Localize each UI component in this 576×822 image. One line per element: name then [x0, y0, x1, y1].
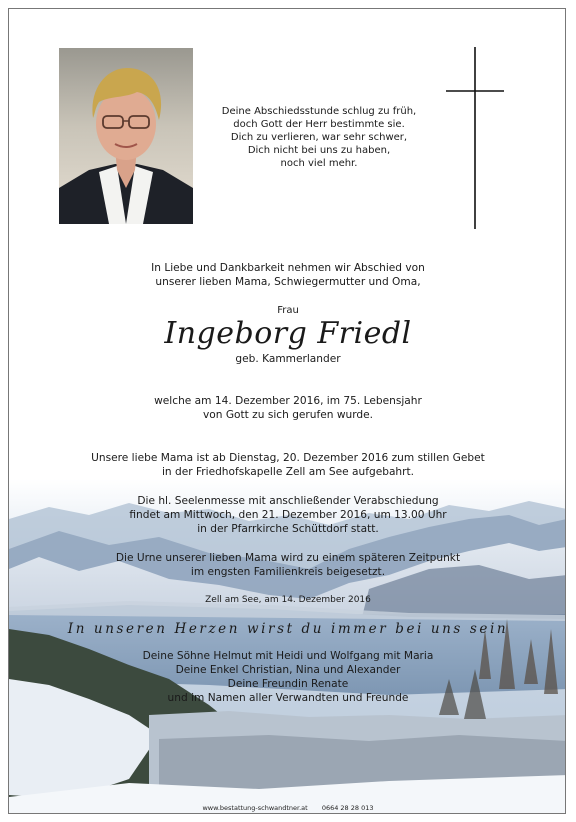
footer-website: www.bestattung-schwandtner.at — [202, 804, 308, 812]
cross-icon — [445, 47, 505, 229]
portrait-photo — [59, 48, 193, 224]
footer-phone: 0664 28 28 013 — [321, 804, 374, 812]
mourner-line: Deine Enkel Christian, Nina und Alexander — [175, 664, 401, 676]
portrait-figure — [59, 48, 193, 224]
urn-line: im engsten Familienkreis beigesetzt. — [190, 566, 386, 578]
poem — [199, 105, 439, 170]
mass-line: Die hl. Seelenmesse mit anschließender Verabschiedung — [137, 495, 439, 507]
deceased-name: Ingeborg Friedl — [164, 316, 412, 351]
poem-line: noch viel mehr. — [280, 158, 358, 169]
mass-line: in der Pfarrkirche Schüttdorf statt. — [197, 523, 379, 535]
salutation: Frau — [277, 305, 299, 316]
mourner-line: und im Namen aller Verwandten und Freunde — [167, 692, 409, 704]
mass-line: findet am Mittwoch, den 21. Dezember 2016, um 13.00 Uhr — [129, 509, 447, 521]
poem-line: Dich nicht bei uns zu haben, — [247, 145, 391, 156]
urn-line: Die Urne unserer lieben Mama wird zu einem späteren Zeitpunkt — [115, 552, 461, 564]
mourner-line: Deine Freundin Renate — [227, 678, 349, 690]
death-line: welche am 14. Dezember 2016, im 75. Lebensjahr — [154, 395, 422, 407]
place-date: Zell am See, am 14. Dezember 2016 — [205, 595, 371, 605]
poem-line: Deine Abschiedsstunde schlug zu früh, — [221, 106, 417, 117]
birth-name: geb. Kammerlander — [235, 353, 341, 365]
viewing-line: in der Friedhofskapelle Zell am See aufgebahrt. — [161, 466, 415, 478]
mourner-line: Deine Söhne Helmut mit Heidi und Wolfgang mit Maria — [142, 650, 434, 662]
footer — [9, 804, 566, 812]
poem-line: Dich zu verlieren, war sehr schwer, — [230, 132, 408, 143]
viewing-line: Unsere liebe Mama ist ab Dienstag, 20. Dezember 2016 zum stillen Gebet — [91, 452, 485, 464]
poem-line: doch Gott der Herr bestimmte sie. — [233, 119, 405, 130]
intro-line: In Liebe und Dankbarkeit nehmen wir Abschied von — [151, 262, 425, 274]
obituary-card — [8, 8, 566, 814]
motto: In unseren Herzen wirst du immer bei uns sein — [67, 621, 509, 637]
death-line: von Gott zu sich gerufen wurde. — [202, 409, 373, 421]
intro-line: unserer lieben Mama, Schwiegermutter und Oma, — [155, 276, 421, 288]
